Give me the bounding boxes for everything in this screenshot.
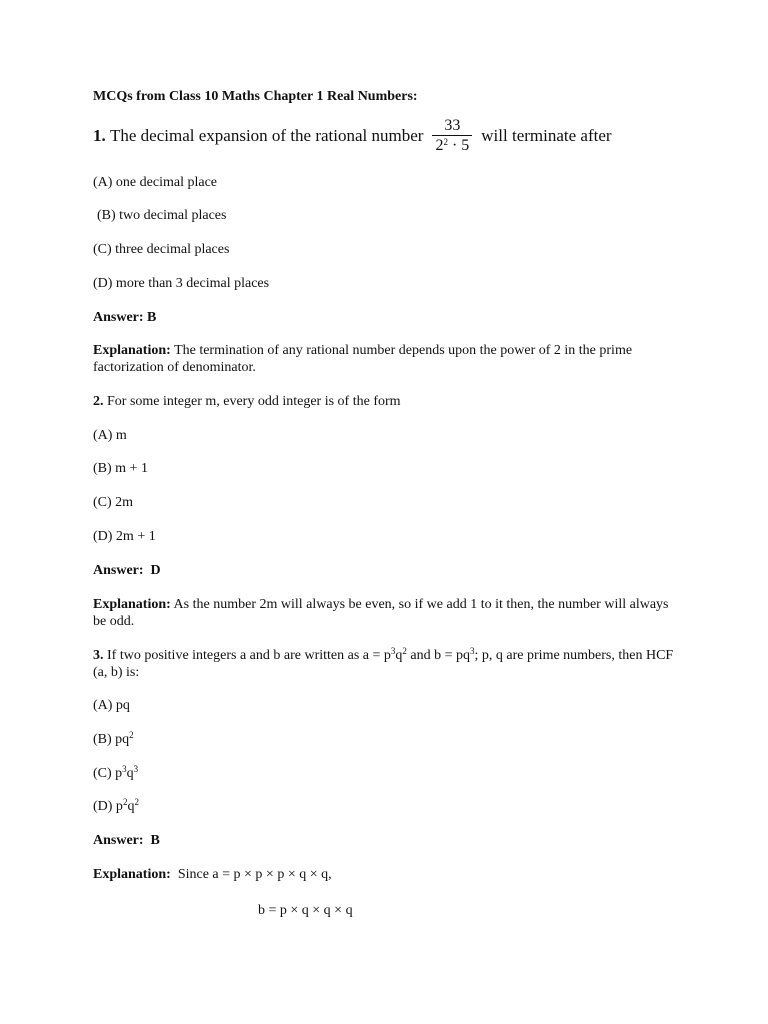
option-b: (B) two decimal places — [97, 208, 227, 223]
exponent: 3 — [133, 764, 139, 774]
answer-label: Answer: — [93, 563, 144, 578]
fraction-numerator: 33 — [444, 117, 461, 134]
explanation-label: Explanation: — [93, 867, 171, 882]
question-number: 2. — [93, 394, 104, 409]
question-2 — [93, 393, 401, 410]
explanation-3 — [93, 866, 332, 883]
question-text: and b = pq — [406, 648, 471, 663]
explanation-label: Explanation: — [93, 343, 171, 358]
answer-value: B — [150, 833, 160, 848]
question-1 — [93, 116, 612, 155]
answer-1 — [93, 309, 156, 326]
option-c: (C) three decimal places — [93, 242, 230, 257]
option-d: (D) more than 3 decimal places — [93, 276, 270, 291]
explanation-text: The termination of any rational number depends upon the power of 2 in the prime factorization of denominator. — [93, 343, 633, 375]
den-rest: · 5 — [451, 137, 470, 154]
exponent: 2 — [129, 730, 134, 740]
exponent: 2 — [402, 646, 407, 656]
explanation-1 — [93, 342, 683, 376]
question-number: 1. — [93, 125, 106, 145]
answer-label: Answer: — [93, 310, 144, 325]
question-text: q — [395, 648, 403, 663]
option-c — [93, 765, 138, 782]
answer-value: B — [147, 310, 157, 325]
question-text-end: will terminate after — [481, 125, 612, 145]
answer-label: Answer: — [93, 833, 144, 848]
question-text: For some integer m, every odd integer is of the form — [107, 394, 401, 409]
question-text: If two positive integers a and b are written as a = p — [107, 648, 391, 663]
exponent: 3 — [122, 764, 127, 774]
option-a: (A) m — [93, 428, 127, 443]
option-d — [93, 798, 139, 815]
answer-2 — [93, 562, 161, 579]
answer-3 — [93, 832, 160, 849]
option-text: (B) pq — [93, 732, 130, 747]
den-base: 2 — [435, 137, 444, 154]
exponent: 3 — [470, 646, 475, 656]
option-text: (D) p — [93, 799, 123, 814]
exponent: 2 — [134, 797, 139, 807]
question-text: The decimal expansion of the rational number — [110, 125, 424, 145]
explanation-3-line-2: b = p × q × q × q — [258, 903, 353, 918]
question-number: 3. — [93, 648, 104, 663]
option-b: (B) m + 1 — [93, 461, 148, 476]
option-b — [93, 731, 134, 748]
option-c: (C) 2m — [93, 495, 134, 510]
option-d: (D) 2m + 1 — [93, 529, 156, 544]
den-exponent: 2 — [443, 137, 448, 147]
option-text: q — [126, 766, 134, 781]
fraction — [432, 116, 472, 155]
page-title: MCQs from Class 10 Maths Chapter 1 Real Numbers: — [93, 89, 418, 104]
exponent: 3 — [390, 646, 396, 656]
answer-value: D — [150, 563, 161, 578]
explanation-text: Since a = p × p × p × q × q, — [177, 867, 332, 882]
question-text: ; p, q are prime numbers, then HCF (a, b) is: — [93, 648, 674, 680]
exponent: 2 — [122, 797, 128, 807]
question-3 — [93, 647, 678, 681]
fraction-denominator — [432, 136, 472, 155]
option-text: (C) p — [93, 766, 123, 781]
option-a: (A) pq — [93, 698, 130, 713]
option-text: q — [127, 799, 135, 814]
explanation-2 — [93, 596, 683, 630]
explanation-label: Explanation: — [93, 597, 171, 612]
option-a: (A) one decimal place — [93, 175, 217, 190]
explanation-text: As the number 2m will always be even, so if we add 1 to it then, the number will always be odd. — [93, 597, 669, 629]
